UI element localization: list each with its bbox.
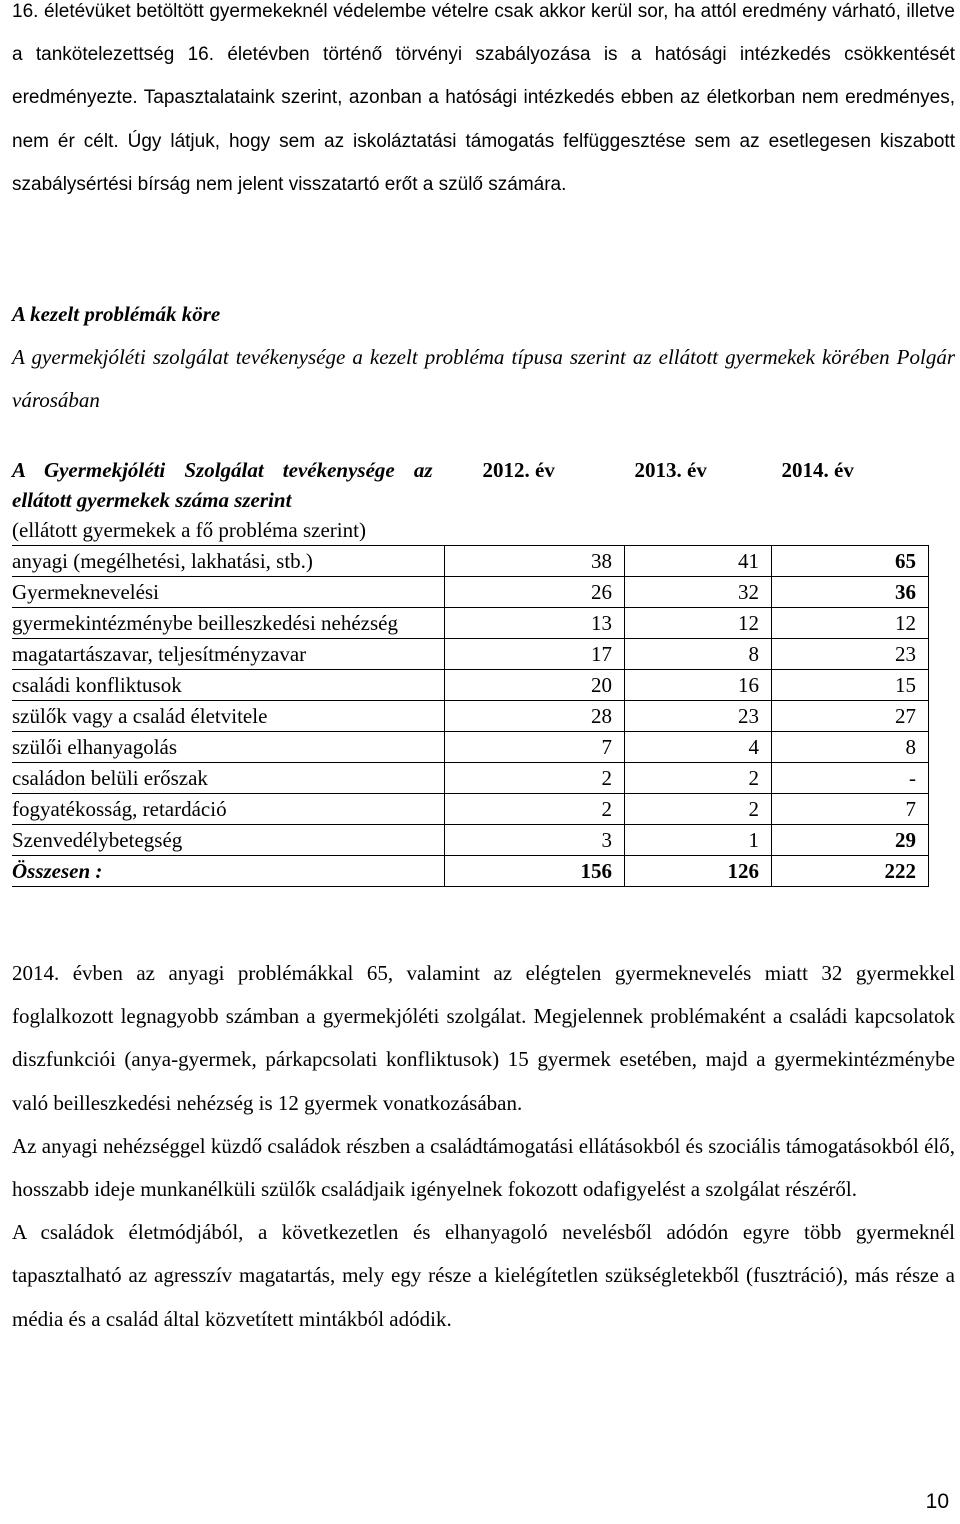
row-label: fogyatékosság, retardáció xyxy=(12,794,445,825)
table-header-label xyxy=(12,455,445,546)
paragraph-financial: Az anyagi nehézséggel küzdő családok részben a családtámogatási ellátásokból és szociális támogatásokból élő, hosszabb ideje munkanélküli szülők családjaik igényelnek fokozott odafigyelést a szolgálat részéről. xyxy=(12,1133,955,1202)
value-2014: 36 xyxy=(772,577,929,608)
table-header-row xyxy=(12,455,929,546)
row-label: családon belüli erőszak xyxy=(12,763,445,794)
value-2012: 2 xyxy=(445,763,625,794)
value-2013: 23 xyxy=(625,701,772,732)
total-2013: 126 xyxy=(625,856,772,887)
problem-table xyxy=(12,455,929,887)
value-2014: 8 xyxy=(772,732,929,763)
value-2012: 28 xyxy=(445,701,625,732)
value-2013: 16 xyxy=(625,670,772,701)
total-2014: 222 xyxy=(772,856,929,887)
value-2014: 23 xyxy=(772,639,929,670)
value-2014: 65 xyxy=(772,546,929,577)
row-label: Gyermeknevelési xyxy=(12,577,445,608)
value-2012: 2 xyxy=(445,794,625,825)
value-2013: 2 xyxy=(625,794,772,825)
value-2012: 3 xyxy=(445,825,625,856)
value-2013: 12 xyxy=(625,608,772,639)
table-row xyxy=(12,546,929,577)
row-label: anyagi (megélhetési, lakhatási, stb.) xyxy=(12,546,445,577)
row-label: szülői elhanyagolás xyxy=(12,732,445,763)
value-2014: - xyxy=(772,763,929,794)
value-2013: 41 xyxy=(625,546,772,577)
intro-paragraph: 16. életévüket betöltött gyermekeknél védelembe vételre csak akkor kerül sor, ha attól eredmény várható, illetve a tankötelezettség 16. életévben történő törvényi szabályozása is a hatósági intézkedés csökkentését eredményezte. Tapasztalataink szerint, azonban a hatósági intézkedés ebben az életkorban nem eredményes, nem ér célt. Úgy látjuk, hogy sem az iskoláztatási támogatás felfüggesztése sem az esetlegesen kiszabott szabálysértési bírság nem jelent visszatartó erőt a szülő számára. xyxy=(12,1,955,195)
table-row xyxy=(12,794,929,825)
value-2014: 12 xyxy=(772,608,929,639)
row-label: magatartászavar, teljesítményzavar xyxy=(12,639,445,670)
year-header-2014: 2014. év xyxy=(781,458,854,482)
value-2014: 7 xyxy=(772,794,929,825)
row-label: gyermekintézménybe beilleszkedési nehézség xyxy=(12,608,445,639)
value-2012: 26 xyxy=(445,577,625,608)
row-label: szülők vagy a család életvitele xyxy=(12,701,445,732)
total-2012: 156 xyxy=(445,856,625,887)
after-text xyxy=(12,952,955,1341)
value-2013: 4 xyxy=(625,732,772,763)
value-2013: 1 xyxy=(625,825,772,856)
table-row xyxy=(12,825,929,856)
paragraph-lifestyle: A családok életmódjából, a következetlen és elhanyagoló nevelésből adódón egyre több gyermeknél tapasztalható az agresszív magatartás, mely egy része a kielégítetlen szükségletekből (fusztráció), más része a média és a család által közvetített mintákból adódik. xyxy=(12,1220,955,1331)
table-row xyxy=(12,732,929,763)
table-row xyxy=(12,670,929,701)
table-row xyxy=(12,701,929,732)
table-row xyxy=(12,639,929,670)
total-label: Összesen : xyxy=(12,856,445,887)
row-label: Szenvedélybetegség xyxy=(12,825,445,856)
value-2012: 13 xyxy=(445,608,625,639)
value-2012: 38 xyxy=(445,546,625,577)
section-subtitle: A gyermekjóléti szolgálat tevékenysége a kezelt probléma típusa szerint az ellátott gyermekek körében Polgár városában xyxy=(12,345,955,412)
section-heading: A kezelt problémák köre xyxy=(12,302,221,326)
value-2013: 8 xyxy=(625,639,772,670)
value-2013: 2 xyxy=(625,763,772,794)
table-header-title: A Gyermekjóléti Szolgálat tevékenysége az ellátott gyermekek száma szerint xyxy=(12,458,433,512)
table-row xyxy=(12,763,929,794)
table-row xyxy=(12,577,929,608)
table-row xyxy=(12,608,929,639)
row-label: családi konfliktusok xyxy=(12,670,445,701)
value-2012: 20 xyxy=(445,670,625,701)
table-header-note: (ellátott gyermekek a fő probléma szerint) xyxy=(12,518,366,542)
value-2012: 17 xyxy=(445,639,625,670)
value-2014: 15 xyxy=(772,670,929,701)
year-header-2012: 2012. év xyxy=(482,458,555,482)
value-2014: 27 xyxy=(772,701,929,732)
page-number: 10 xyxy=(925,1490,949,1513)
paragraph-analysis: 2014. évben az anyagi problémákkal 65, valamint az elégtelen gyermeknevelés miatt 32 gyermekkel foglalkozott legnagyobb számban a gyermekjóléti szolgálat. Megjelennek problémaként a családi kapcsolatok diszfunkciói (anya-gyermek, párkapcsolati konfliktusok) 15 gyermek esetében, majd a gyermekintézménybe való beilleszkedési nehézség is 12 gyermek vonatkozásában. xyxy=(12,961,955,1115)
value-2014: 29 xyxy=(772,825,929,856)
value-2012: 7 xyxy=(445,732,625,763)
table-total-row xyxy=(12,856,929,887)
value-2013: 32 xyxy=(625,577,772,608)
year-header-2013: 2013. év xyxy=(634,458,707,482)
